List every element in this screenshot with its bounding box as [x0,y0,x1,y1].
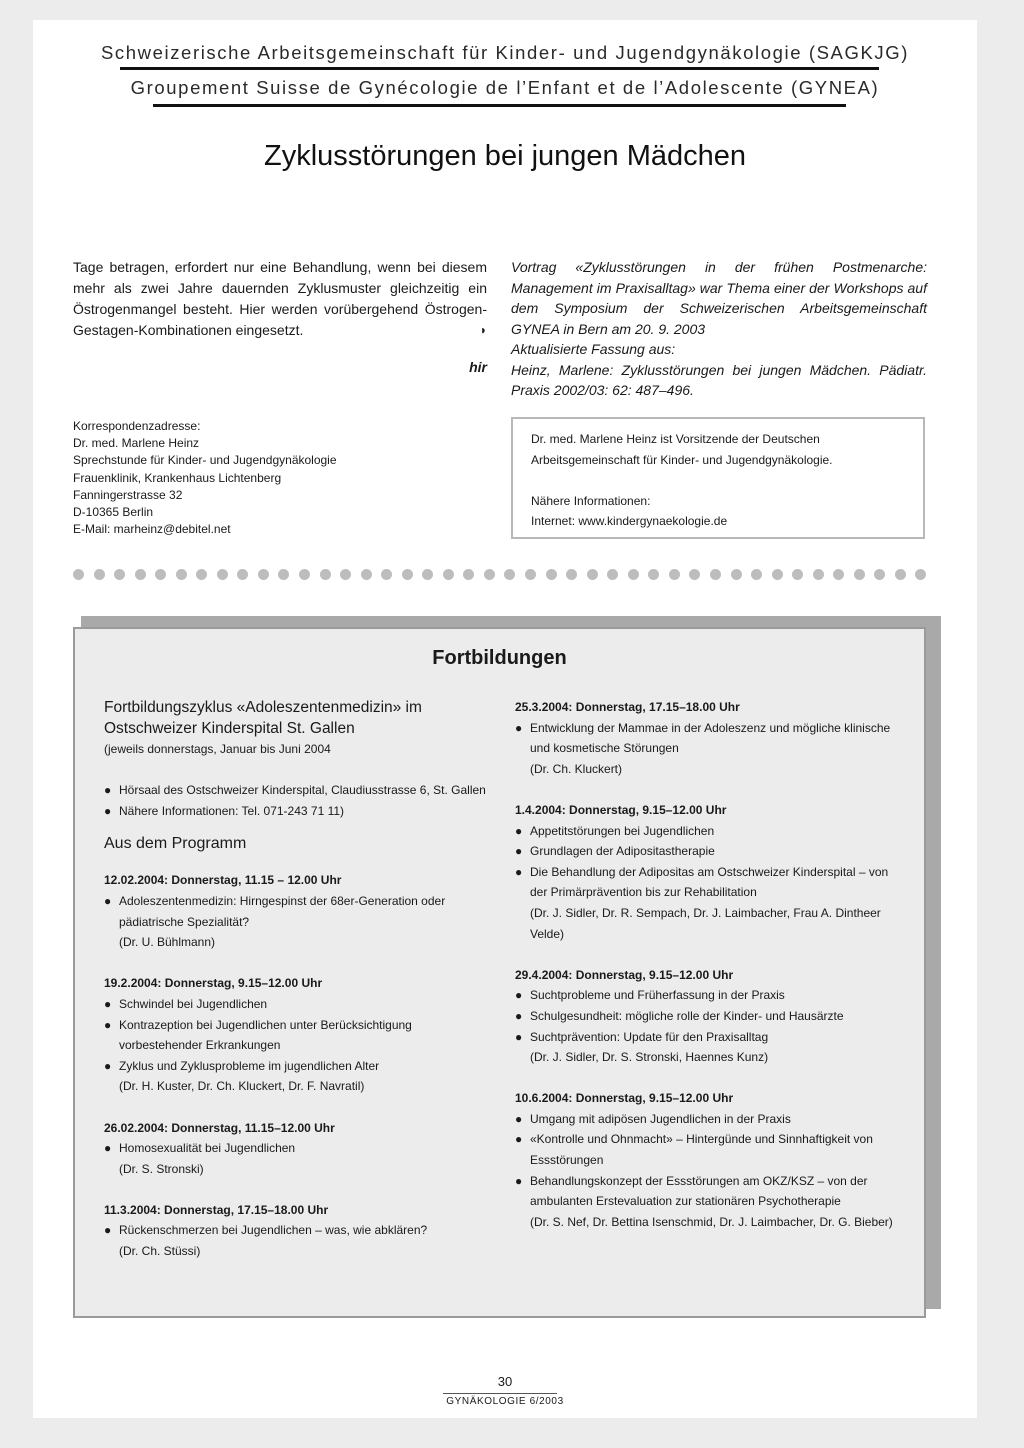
session-topic: ● Suchtprävention: Update für den Praxisalltag [515,1027,900,1048]
address-line: E-Mail: marheinz@debitel.net [73,522,231,537]
divider-dot [422,569,433,580]
course-subtitle: (jeweils donnerstags, Januar bis Juni 2004 [104,742,331,756]
author-info-text [531,429,905,532]
session-topic: ● Adoleszentenmedizin: Hirngespinst der 68er-Generation oder pädiatrische Spezialität? [104,891,494,932]
session-topic: ● Umgang mit adipösen Jugendlichen in der Praxis [515,1109,900,1130]
article-text: Tage betragen, erfordert nur eine Behandlung, wenn bei diesem mehr als zwei Jahre dauernden Zyklusmuster gleichzeitig ein Östrogenmangel besteht. Hier werden vorübergehend Östrogen-Gestagen-Kombinationen eingesetzt. [73,259,487,338]
divider-dot [258,569,269,580]
address-line: Sprechstunde für Kinder- und Jugendgynäkologie [73,453,337,468]
fortbildungen-left-column [104,697,494,1262]
divider-dot [607,569,618,580]
info-item-contact: ● Nähere Informationen: Tel. 071-243 71 11) [104,801,494,822]
divider-dot [299,569,310,580]
session [104,1200,494,1262]
address-line: Frauenklinik, Krankenhaus Lichtenberg [73,470,282,485]
info-line [531,470,905,491]
session-topic: ● Kontrazeption bei Jugendlichen unter Berücksichtigung vorbestehender Erkrankungen [104,1015,494,1056]
session-date: 25.3.2004: Donnerstag, 17.15–18.00 Uhr [515,700,740,714]
header-rule-2 [153,104,846,107]
divider-dot [895,569,906,580]
info-line: Internet: www.kindergynaekologie.de [531,514,728,528]
divider-dot [176,569,187,580]
right-sessions [515,697,900,1232]
divider-dot [402,569,413,580]
divider-dot [689,569,700,580]
divider-dot [731,569,742,580]
fortbildungen-box [73,627,926,1318]
session-date: 19.2.2004: Donnerstag, 9.15–12.00 Uhr [104,976,323,991]
divider-dot [648,569,659,580]
divider-dot [135,569,146,580]
session [104,973,494,1097]
divider-dot [278,569,289,580]
session-topic: ● Rückenschmerzen bei Jugendlichen – was, wie abklären? [104,1220,494,1241]
article-text-column [73,257,487,341]
session-date: 11.3.2004: Donnerstag, 17.15–18.00 Uhr [104,1202,329,1217]
magazine-name: GYNÄKOLOGIE 6/2003 [446,1396,564,1407]
footer-rule [443,1393,557,1394]
session-topic: ● Grundlagen der Adipositastherapie [515,841,900,862]
address-line: D-10365 Berlin [73,505,154,520]
source-note [511,257,927,401]
session [515,1088,900,1232]
info-line: Nähere Informationen: [531,493,651,508]
session-topic: ● Zyklus und Zyklusprobleme im jugendlichen Alter [104,1056,494,1077]
program-heading: Aus dem Programm [104,835,247,853]
address-line: Dr. med. Marlene Heinz [73,436,200,451]
dot-divider [73,569,927,581]
divider-dot [854,569,865,580]
divider-dot [628,569,639,580]
divider-dot [546,569,557,580]
divider-dot [504,569,515,580]
divider-dot [915,569,926,580]
session-date: 26.02.2004: Donnerstag, 11.15–12.00 Uhr [104,1120,335,1135]
divider-dot [155,569,166,580]
divider-dot [381,569,392,580]
session-speakers: (Dr. Ch. Kluckert) [530,761,623,776]
divider-dot [792,569,803,580]
session-speakers: (Dr. H. Kuster, Dr. Ch. Kluckert, Dr. F. Navratil) [119,1079,365,1094]
divider-dot [710,569,721,580]
divider-dot [587,569,598,580]
session-speakers: (Dr. S. Nef, Dr. Bettina Isenschmid, Dr. J. Laimbacher, Dr. G. Bieber) [530,1214,893,1229]
session-topic: ● Homosexualität bei Jugendlichen [104,1138,494,1159]
session-speakers: (Dr. Ch. Stüssi) [119,1244,201,1259]
source-note-line: Aktualisierte Fassung aus: [511,341,676,357]
address-line: Fanningerstrasse 32 [73,487,183,502]
divider-dot [94,569,105,580]
source-note-line: Heinz, Marlene: Zyklusstörungen bei jungen Mädchen. Pädiatr. Praxis 2002/03: 62: 487–496. [511,361,927,398]
fortbildungen-right-column [515,697,900,1232]
session-date: 1.4.2004: Donnerstag, 9.15–12.00 Uhr [515,802,727,817]
left-sessions [104,870,494,1261]
divider-dot [833,569,844,580]
session [515,965,900,1068]
session-topic: ● Behandlungskonzept der Essstörungen am OKZ/KSZ – von der ambulanten Erstevaluation zur stationären Psychotherapie [515,1171,900,1212]
divider-dot [751,569,762,580]
divider-dot [874,569,885,580]
address-text [73,418,337,538]
session [104,870,494,952]
divider-dot [443,569,454,580]
header-line-1: Schweizerische Arbeitsgemeinschaft für Kinder- und Jugendgynäkologie (SAGKJG) [100,42,910,63]
divider-dot [340,569,351,580]
divider-dot [320,569,331,580]
info-item-location: ● Hörsaal des Ostschweizer Kinderspital, Claudiusstrasse 6, St. Gallen [104,780,494,801]
session-topic: ● «Kontrolle und Ohnmacht» – Hintergünde und Sinnhaftigkeit von Essstörungen [515,1129,900,1170]
header-line-2: Groupement Suisse de Gynécologie de l’Enfant et de l’Adolescente (GYNEA) [130,77,880,98]
session [104,1118,494,1180]
source-note-text [511,257,927,401]
session-date: 12.02.2004: Donnerstag, 11.15 – 12.00 Uhr [104,873,342,888]
session [515,697,900,779]
divider-dot [525,569,536,580]
source-note-line: Vortrag «Zyklusstörungen in der frühen Postmenarche: Management im Praxisalltag» war Thema einer der Workshops auf dem Symposium der Schweizerischen Arbeitsgemeinschaft GYNEA in Bern am 20. 9. 2003 [511,259,927,337]
divider-dot [217,569,228,580]
divider-dot [196,569,207,580]
page-title: Zyklusstörungen bei jungen Mädchen [263,140,747,172]
divider-dot [772,569,783,580]
session-topic: ● Entwicklung der Mammae in der Adoleszenz und mögliche klinische und kosmetische Störungen [515,718,900,759]
session-topic: ● Die Behandlung der Adipositas am Ostschweizer Kinderspital – von der Primärprävention bis zur Rehabilitation [515,862,900,903]
divider-dot [237,569,248,580]
info-line: Dr. med. Marlene Heinz ist Vorsitzende der Deutschen Arbeitsgemeinschaft für Kinder- und Jugendgynäkologie. [531,432,833,467]
divider-dot [114,569,125,580]
page-number: 30 [497,1374,513,1389]
divider-dot [484,569,495,580]
divider-dot [463,569,474,580]
address-line: Korrespondenzadresse: [73,419,201,433]
session-topic: ● Appetitstörungen bei Jugendlichen [515,821,900,842]
session-speakers: (Dr. J. Sidler, Dr. R. Sempach, Dr. J. Laimbacher, Frau A. Dintheer Velde) [530,905,881,941]
session-speakers: (Dr. S. Stronski) [119,1161,204,1176]
divider-dot [361,569,372,580]
session-speakers: (Dr. J. Sidler, Dr. S. Stronski, Haennes Kunz) [530,1050,769,1065]
author-tag: hir [469,359,487,375]
session-topic: ● Suchtprobleme und Früherfassung in der Praxis [515,985,900,1006]
session-date: 29.4.2004: Donnerstag, 9.15–12.00 Uhr [515,967,734,982]
session-speakers: (Dr. U. Bühlmann) [119,935,216,950]
session-topic: ● Schulgesundheit: mögliche rolle der Kinder- und Hausärzte [515,1006,900,1027]
divider-dot [566,569,577,580]
divider-dot [73,569,84,580]
session-topic: ● Schwindel bei Jugendlichen [104,994,494,1015]
page [33,20,977,1418]
course-title: Fortbildungszyklus «Adoleszentenmedizin» im Ostschweizer Kinderspital St. Gallen [104,699,422,737]
author-info-box [511,417,925,539]
session [515,800,900,944]
header-rule-1 [120,67,879,70]
session-date: 10.6.2004: Donnerstag, 9.15–12.00 Uhr [515,1091,734,1106]
divider-dot [669,569,680,580]
fortbildungen-title: Fortbildungen [432,647,567,669]
correspondence-address [73,418,337,538]
end-mark-icon: ◗ [479,323,487,337]
divider-dot [813,569,824,580]
